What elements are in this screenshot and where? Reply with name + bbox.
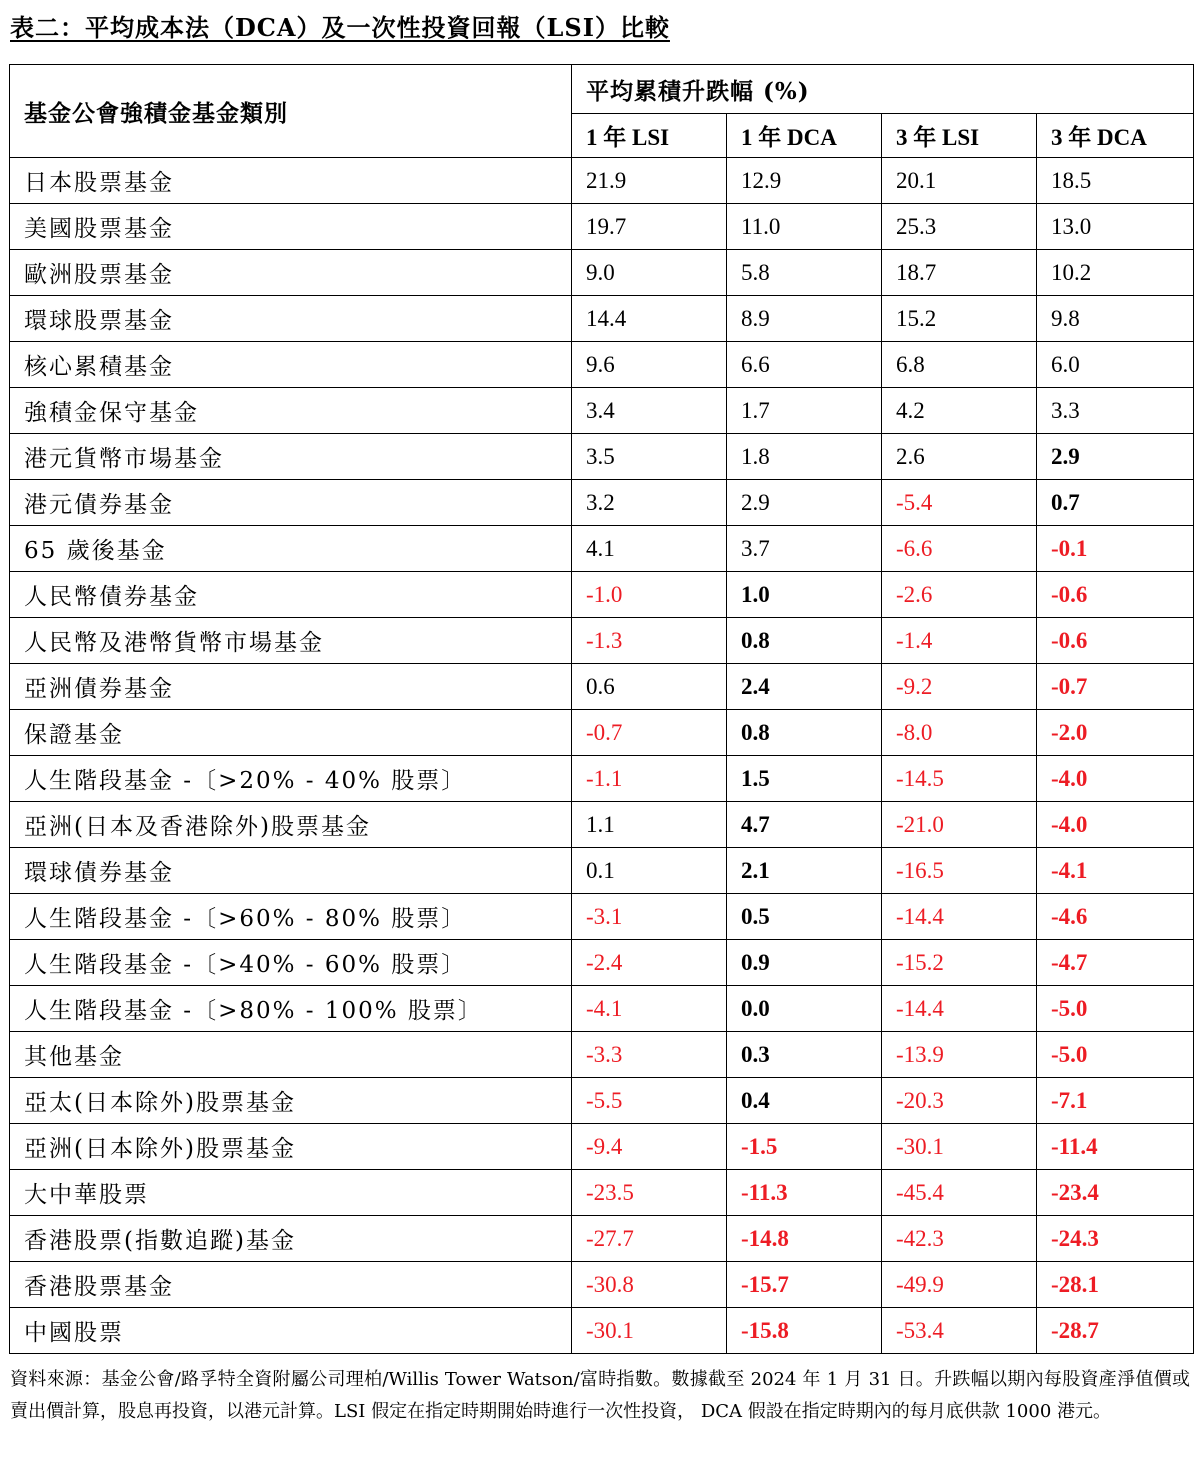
fund-category-cell: 強積金保守基金 — [10, 388, 572, 434]
return-value-cell: -5.0 — [1037, 986, 1194, 1032]
return-value-cell: 9.6 — [572, 342, 727, 388]
fund-category-cell: 人民幣及港幣貨幣市場基金 — [10, 618, 572, 664]
table-row — [10, 664, 1194, 710]
return-value-cell: -4.7 — [1037, 940, 1194, 986]
fund-category-cell: 歐洲股票基金 — [10, 250, 572, 296]
table-row — [10, 204, 1194, 250]
return-value-cell: 2.9 — [1037, 434, 1194, 480]
return-value-cell: -23.5 — [572, 1170, 727, 1216]
return-value-cell: -1.5 — [727, 1124, 882, 1170]
fund-category-cell: 亞太(日本除外)股票基金 — [10, 1078, 572, 1124]
return-value-cell: 6.6 — [727, 342, 882, 388]
return-value-cell: -24.3 — [1037, 1216, 1194, 1262]
return-value-cell: -28.1 — [1037, 1262, 1194, 1308]
return-value-cell: -14.4 — [882, 986, 1037, 1032]
return-value-cell: 4.2 — [882, 388, 1037, 434]
return-value-cell: -49.9 — [882, 1262, 1037, 1308]
table-row — [10, 1124, 1194, 1170]
table-row — [10, 940, 1194, 986]
fund-category-cell: 核心累積基金 — [10, 342, 572, 388]
table-row — [10, 848, 1194, 894]
return-value-cell: 3.2 — [572, 480, 727, 526]
return-value-cell: 2.6 — [882, 434, 1037, 480]
return-value-cell: -3.3 — [572, 1032, 727, 1078]
return-value-cell: -4.0 — [1037, 756, 1194, 802]
return-value-cell: -42.3 — [882, 1216, 1037, 1262]
return-value-cell: -4.1 — [572, 986, 727, 1032]
return-value-cell: -7.1 — [1037, 1078, 1194, 1124]
return-value-cell: -1.4 — [882, 618, 1037, 664]
return-value-cell: -23.4 — [1037, 1170, 1194, 1216]
return-value-cell: 0.8 — [727, 710, 882, 756]
table-row — [10, 1170, 1194, 1216]
fund-category-cell: 人生階段基金 -〔>40% - 60% 股票〕 — [10, 940, 572, 986]
column-header: 1 年 LSI — [572, 114, 727, 158]
return-value-cell: -4.6 — [1037, 894, 1194, 940]
fund-category-cell: 其他基金 — [10, 1032, 572, 1078]
return-value-cell: -14.4 — [882, 894, 1037, 940]
return-value-cell: 5.8 — [727, 250, 882, 296]
return-value-cell: -15.2 — [882, 940, 1037, 986]
return-value-cell: -3.1 — [572, 894, 727, 940]
return-value-cell: 0.0 — [727, 986, 882, 1032]
table-row — [10, 1032, 1194, 1078]
return-value-cell: 19.7 — [572, 204, 727, 250]
return-value-cell: 3.3 — [1037, 388, 1194, 434]
fund-category-cell: 環球債券基金 — [10, 848, 572, 894]
return-value-cell: 0.9 — [727, 940, 882, 986]
return-value-cell: -30.1 — [882, 1124, 1037, 1170]
fund-category-cell: 中國股票 — [10, 1308, 572, 1354]
return-value-cell: -0.7 — [572, 710, 727, 756]
table-row — [10, 986, 1194, 1032]
return-value-cell: -2.0 — [1037, 710, 1194, 756]
fund-category-cell: 環球股票基金 — [10, 296, 572, 342]
fund-category-cell: 港元債券基金 — [10, 480, 572, 526]
return-value-cell: -53.4 — [882, 1308, 1037, 1354]
return-value-cell: 18.7 — [882, 250, 1037, 296]
return-value-cell: -9.2 — [882, 664, 1037, 710]
return-value-cell: -9.4 — [572, 1124, 727, 1170]
return-value-cell: 2.4 — [727, 664, 882, 710]
category-column-header: 基金公會強積金基金類別 — [10, 65, 572, 158]
return-value-cell: -0.1 — [1037, 526, 1194, 572]
return-value-cell: -2.4 — [572, 940, 727, 986]
return-value-cell: 0.7 — [1037, 480, 1194, 526]
fund-category-cell: 美國股票基金 — [10, 204, 572, 250]
return-value-cell: -45.4 — [882, 1170, 1037, 1216]
return-value-cell: 13.0 — [1037, 204, 1194, 250]
return-value-cell: -6.6 — [882, 526, 1037, 572]
return-value-cell: -14.5 — [882, 756, 1037, 802]
return-value-cell: -16.5 — [882, 848, 1037, 894]
return-value-cell: 1.5 — [727, 756, 882, 802]
table-row — [10, 1078, 1194, 1124]
returns-table — [9, 64, 1194, 1354]
table-row — [10, 158, 1194, 204]
fund-category-cell: 人民幣債券基金 — [10, 572, 572, 618]
table-row — [10, 1216, 1194, 1262]
fund-category-cell: 亞洲債券基金 — [10, 664, 572, 710]
fund-category-cell: 大中華股票 — [10, 1170, 572, 1216]
return-value-cell: 1.1 — [572, 802, 727, 848]
table-row — [10, 1262, 1194, 1308]
return-value-cell: -30.1 — [572, 1308, 727, 1354]
return-value-cell: -2.6 — [882, 572, 1037, 618]
return-value-cell: 10.2 — [1037, 250, 1194, 296]
table-title: 表二：平均成本法（DCA）及一次性投資回報（LSI）比較 — [10, 13, 670, 42]
return-value-cell: -27.7 — [572, 1216, 727, 1262]
return-value-cell: -30.8 — [572, 1262, 727, 1308]
column-header: 3 年 LSI — [882, 114, 1037, 158]
return-value-cell: -11.3 — [727, 1170, 882, 1216]
return-value-cell: 1.8 — [727, 434, 882, 480]
fund-category-cell: 人生階段基金 -〔>60% - 80% 股票〕 — [10, 894, 572, 940]
return-value-cell: -14.8 — [727, 1216, 882, 1262]
table-row — [10, 342, 1194, 388]
return-value-cell: 3.7 — [727, 526, 882, 572]
fund-category-cell: 人生階段基金 -〔>20% - 40% 股票〕 — [10, 756, 572, 802]
return-value-cell: 1.0 — [727, 572, 882, 618]
table-row — [10, 894, 1194, 940]
return-value-cell: -0.6 — [1037, 618, 1194, 664]
return-value-cell: 0.4 — [727, 1078, 882, 1124]
return-value-cell: -0.6 — [1037, 572, 1194, 618]
return-value-cell: 25.3 — [882, 204, 1037, 250]
table-row — [10, 572, 1194, 618]
return-value-cell: -0.7 — [1037, 664, 1194, 710]
return-value-cell: 4.1 — [572, 526, 727, 572]
return-value-cell: 3.5 — [572, 434, 727, 480]
return-value-cell: -15.7 — [727, 1262, 882, 1308]
return-value-cell: -15.8 — [727, 1308, 882, 1354]
return-value-cell: 0.6 — [572, 664, 727, 710]
table-row — [10, 1308, 1194, 1354]
fund-category-cell: 香港股票(指數追蹤)基金 — [10, 1216, 572, 1262]
return-value-cell: -20.3 — [882, 1078, 1037, 1124]
return-value-cell: 14.4 — [572, 296, 727, 342]
table-row — [10, 526, 1194, 572]
return-value-cell: 18.5 — [1037, 158, 1194, 204]
return-value-cell: 0.3 — [727, 1032, 882, 1078]
fund-category-cell: 保證基金 — [10, 710, 572, 756]
table-row — [10, 756, 1194, 802]
return-value-cell: 4.7 — [727, 802, 882, 848]
return-value-cell: -11.4 — [1037, 1124, 1194, 1170]
table-row — [10, 802, 1194, 848]
return-value-cell: 11.0 — [727, 204, 882, 250]
table-row — [10, 250, 1194, 296]
fund-category-cell: 亞洲(日本除外)股票基金 — [10, 1124, 572, 1170]
return-value-cell: -8.0 — [882, 710, 1037, 756]
return-value-cell: 9.8 — [1037, 296, 1194, 342]
return-value-cell: 20.1 — [882, 158, 1037, 204]
return-value-cell: 0.5 — [727, 894, 882, 940]
return-value-cell: -21.0 — [882, 802, 1037, 848]
column-header: 3 年 DCA — [1037, 114, 1194, 158]
return-value-cell: 2.1 — [727, 848, 882, 894]
return-value-cell: 9.0 — [572, 250, 727, 296]
group-column-header: 平均累積升跌幅 (%) — [572, 65, 1194, 114]
fund-category-cell: 65 歲後基金 — [10, 526, 572, 572]
return-value-cell: 6.0 — [1037, 342, 1194, 388]
return-value-cell: -5.0 — [1037, 1032, 1194, 1078]
return-value-cell: 2.9 — [727, 480, 882, 526]
column-header: 1 年 DCA — [727, 114, 882, 158]
return-value-cell: 21.9 — [572, 158, 727, 204]
table-row — [10, 618, 1194, 664]
table-row — [10, 296, 1194, 342]
return-value-cell: -5.4 — [882, 480, 1037, 526]
table-row — [10, 388, 1194, 434]
fund-category-cell: 日本股票基金 — [10, 158, 572, 204]
return-value-cell: 0.8 — [727, 618, 882, 664]
table-row — [10, 710, 1194, 756]
source-note: 資料來源：基金公會/路孚特全資附屬公司理柏/Willis Tower Watson/富時指數。數據截至 2024 年 1 月 31 日。升跌幅以期內每股資產淨值價或賣出價計算，股息再投資，以港元計算。LSI 假定在指定時期開始時進行一次性投資， DCA 假設在指定時期內的每月底供款 1000 港元。 — [10, 1369, 1190, 1422]
return-value-cell: 12.9 — [727, 158, 882, 204]
fund-category-cell: 人生階段基金 -〔>80% - 100% 股票〕 — [10, 986, 572, 1032]
return-value-cell: -4.0 — [1037, 802, 1194, 848]
return-value-cell: -28.7 — [1037, 1308, 1194, 1354]
return-value-cell: -1.1 — [572, 756, 727, 802]
return-value-cell: 1.7 — [727, 388, 882, 434]
fund-category-cell: 港元貨幣市場基金 — [10, 434, 572, 480]
return-value-cell: -13.9 — [882, 1032, 1037, 1078]
return-value-cell: 6.8 — [882, 342, 1037, 388]
return-value-cell: -1.3 — [572, 618, 727, 664]
fund-category-cell: 香港股票基金 — [10, 1262, 572, 1308]
return-value-cell: -4.1 — [1037, 848, 1194, 894]
table-row — [10, 480, 1194, 526]
fund-category-cell: 亞洲(日本及香港除外)股票基金 — [10, 802, 572, 848]
return-value-cell: -1.0 — [572, 572, 727, 618]
return-value-cell: 3.4 — [572, 388, 727, 434]
return-value-cell: 15.2 — [882, 296, 1037, 342]
return-value-cell: 0.1 — [572, 848, 727, 894]
return-value-cell: 8.9 — [727, 296, 882, 342]
return-value-cell: -5.5 — [572, 1078, 727, 1124]
table-row — [10, 434, 1194, 480]
